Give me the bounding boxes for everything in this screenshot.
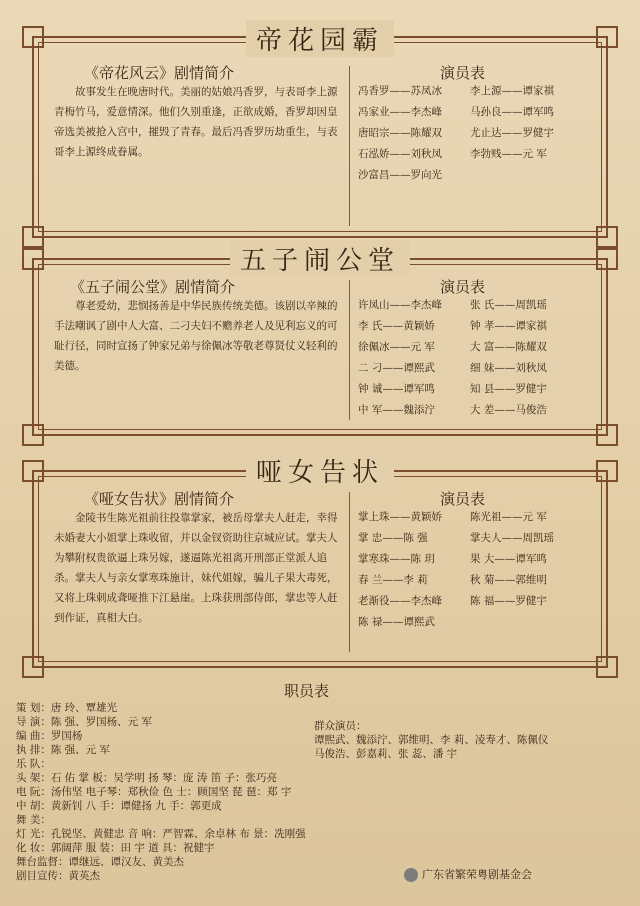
cast-entry: 冯香罗——苏凤冰 <box>358 85 442 97</box>
cast-row <box>358 336 582 357</box>
watermark-text: 广东省繁荣粤剧基金会 <box>422 868 532 881</box>
section-header-1: 帝花园霸 <box>246 20 394 57</box>
cast-row <box>358 294 582 315</box>
staff-row: 策 划：唐 玲、覃雄光 <box>16 702 118 714</box>
cast-entry: 春 兰——李 莉 <box>358 574 428 586</box>
cast-row <box>358 315 582 336</box>
divider-3 <box>349 492 350 652</box>
section-header-2: 五子闹公堂 <box>230 240 410 277</box>
cast-row <box>358 143 582 164</box>
corner-ornament <box>596 460 618 482</box>
cast-entry: 知 县——罗健宇 <box>470 383 547 395</box>
cast-entry: 张 氏——周凯瑶 <box>470 299 547 311</box>
cast-entry: 秋 菊——郭维明 <box>470 574 547 586</box>
corner-ornament <box>596 26 618 48</box>
cast-entry: 果 大——谭军鸣 <box>470 553 547 565</box>
staff-row: 头 架：石 佑 掌 板：吴学明 扬 琴：庞 涛 笛 子：张巧亮 <box>16 772 278 784</box>
corner-ornament <box>596 656 618 678</box>
cast-entry: 陈 福——罗健宇 <box>470 595 547 607</box>
cast-row <box>358 569 582 590</box>
staff-row: 执 排：陈 强、元 军 <box>16 744 111 756</box>
cast-row <box>358 611 582 632</box>
divider-1 <box>349 66 350 226</box>
cast-entry: 徐佩冰——元 军 <box>358 341 435 353</box>
corner-ornament <box>596 248 618 270</box>
cast-entry: 李上源——谭家祺 <box>470 85 554 97</box>
cast-row <box>358 164 582 185</box>
corner-ornament <box>596 424 618 446</box>
cast-entry: 陈 禄——谭熙武 <box>358 616 435 628</box>
cast-row <box>358 399 582 420</box>
cast-entry: 石泓娇——刘秋凤 <box>358 148 442 160</box>
cast-row <box>358 506 582 527</box>
cast-list-1 <box>358 80 582 185</box>
cast-row <box>358 590 582 611</box>
cast-row <box>358 80 582 101</box>
cast-entry: 李 氏——黄颖娇 <box>358 320 435 332</box>
staff-row: 编 曲：罗国杨 <box>16 730 83 742</box>
corner-ornament <box>22 656 44 678</box>
cast-entry: 掌上珠——黄颖娇 <box>358 511 442 523</box>
corner-ornament <box>22 460 44 482</box>
cast-title-3: 演员表 <box>440 490 486 508</box>
synopsis-text-3: 金陵书生陈光祖前往投靠掌家，被岳母掌夫人赶走，幸得未婚妻大小姐掌上珠收留，并以金钗资助往京城应试。掌夫人为攀附权贵欲逼上珠另嫁，遂逼陈光祖离开刑部正堂派人追杀。掌夫人与亲女掌寒珠施计，妹代姐嫁，骗儿子果大毒死，又将上珠刺成聋哑推下江悬崖。上珠获刑部侍郎，掌忠等人赶到作证，真相大白。 <box>54 512 338 624</box>
staff-row: 电 阮：汤伟坚 电子琴：郑秋俭 色 士：顾国坚 琵 琶：郑 宇 <box>16 786 292 798</box>
staff-row: 灯 光：孔锐坚、黄健忠 音 响：严智霖、余卓林 布 景：冼刚强 <box>16 828 306 840</box>
cast-entry: 钟 诚——谭军鸣 <box>358 383 435 395</box>
divider-2 <box>349 280 350 420</box>
group-actors-line-2: 马俊浩、彭嘉莉、张 蕊、潘 宇 <box>314 748 458 760</box>
cast-entry: 掌寒珠——陈 玥 <box>358 553 435 565</box>
cast-entry: 马孙良——谭军鸣 <box>470 106 554 118</box>
cast-entry: 老渐役——李杰峰 <box>358 595 442 607</box>
synopsis-text-2: 尊老爱幼，悲悯扬善是中华民族传统美德。该剧以辛辣的手法嘲讽了剧中人大富、二刁夫妇不赡养老人及见利忘义的可耻行径，同时宣扬了钟家兄弟与徐佩冰等敬老尊贤仗义轻利的美德。 <box>54 300 338 372</box>
cast-entry: 沙富昌——罗向光 <box>358 169 442 181</box>
synopsis-text-1: 故事发生在晚唐时代。美丽的姑娘冯香罗，与表哥李上源青梅竹马，爱意情深。他们久别重逢，正欲成婚，香罗却因皇帝选美被抢入宫中，摧毁了青春。最后冯香罗历劫重生，与表哥李上源终成眷属。 <box>54 86 338 158</box>
cast-entry: 细 妹——刘秋凤 <box>470 362 547 374</box>
cast-list-2 <box>358 294 582 420</box>
staff-row: 舞台监督：谭继远、谭汉友、黄美杰 <box>16 856 184 868</box>
staff-row: 舞 美： <box>16 814 51 826</box>
cast-entry: 陈光祖——元 军 <box>470 511 547 523</box>
cast-entry: 唐昭宗——陈耀双 <box>358 127 442 139</box>
cast-entry: 二 刁——谭熙武 <box>358 362 435 374</box>
synopsis-title-3: 《哑女告状》剧情简介 <box>84 490 235 508</box>
cast-row <box>358 101 582 122</box>
corner-ornament <box>596 226 618 248</box>
staff-row: 剧目宣传：黄英杰 <box>16 870 100 882</box>
group-actors-line-1: 谭熙武、魏添泞、郭维明、李 莉、凌寿才、陈佩仪 <box>314 734 549 746</box>
corner-ornament <box>22 424 44 446</box>
section-header-3: 哑女告状 <box>246 452 394 489</box>
staff-row: 化 妆：郭阔萍 服 装：田 宇 道 具：祝健宇 <box>16 842 215 854</box>
staff-row: 中 胡：黄新钊 八 手：谭健扬 九 手：郭更成 <box>16 800 222 812</box>
cast-entry: 许凤山——李杰峰 <box>358 299 442 311</box>
cast-entry: 大 富——陈耀双 <box>470 341 547 353</box>
wechat-icon <box>404 868 418 882</box>
cast-entry: 大 差——马俊浩 <box>470 404 547 416</box>
cast-entry: 掌夫人——周凯瑶 <box>470 532 554 544</box>
cast-list-3 <box>358 506 582 632</box>
staff-row: 导 演：陈 强、罗国杨、元 军 <box>16 716 153 728</box>
staff-row: 乐 队： <box>16 758 51 770</box>
cast-title-1: 演员表 <box>440 64 486 82</box>
cast-row <box>358 378 582 399</box>
cast-entry: 尤止达——罗健宇 <box>470 127 554 139</box>
synopsis-title-2: 《五子闹公堂》剧情简介 <box>70 278 236 296</box>
cast-entry: 钟 孝——谭家祺 <box>470 320 547 332</box>
synopsis-title-1: 《帝花风云》剧情简介 <box>84 64 235 82</box>
cast-row <box>358 122 582 143</box>
cast-row <box>358 527 582 548</box>
cast-row <box>358 548 582 569</box>
cast-entry: 掌 忠——陈 强 <box>358 532 428 544</box>
watermark <box>404 866 532 882</box>
cast-row <box>358 357 582 378</box>
group-actors-label: 群众演员： <box>314 720 367 732</box>
cast-entry: 中 军——魏添泞 <box>358 404 435 416</box>
staff-title: 职员表 <box>284 682 330 700</box>
corner-ornament <box>22 226 44 248</box>
corner-ornament <box>22 248 44 270</box>
cast-title-2: 演员表 <box>440 278 486 296</box>
corner-ornament <box>22 26 44 48</box>
cast-entry: 冯家业——李杰峰 <box>358 106 442 118</box>
cast-entry: 李勃贱——元 军 <box>470 148 547 160</box>
